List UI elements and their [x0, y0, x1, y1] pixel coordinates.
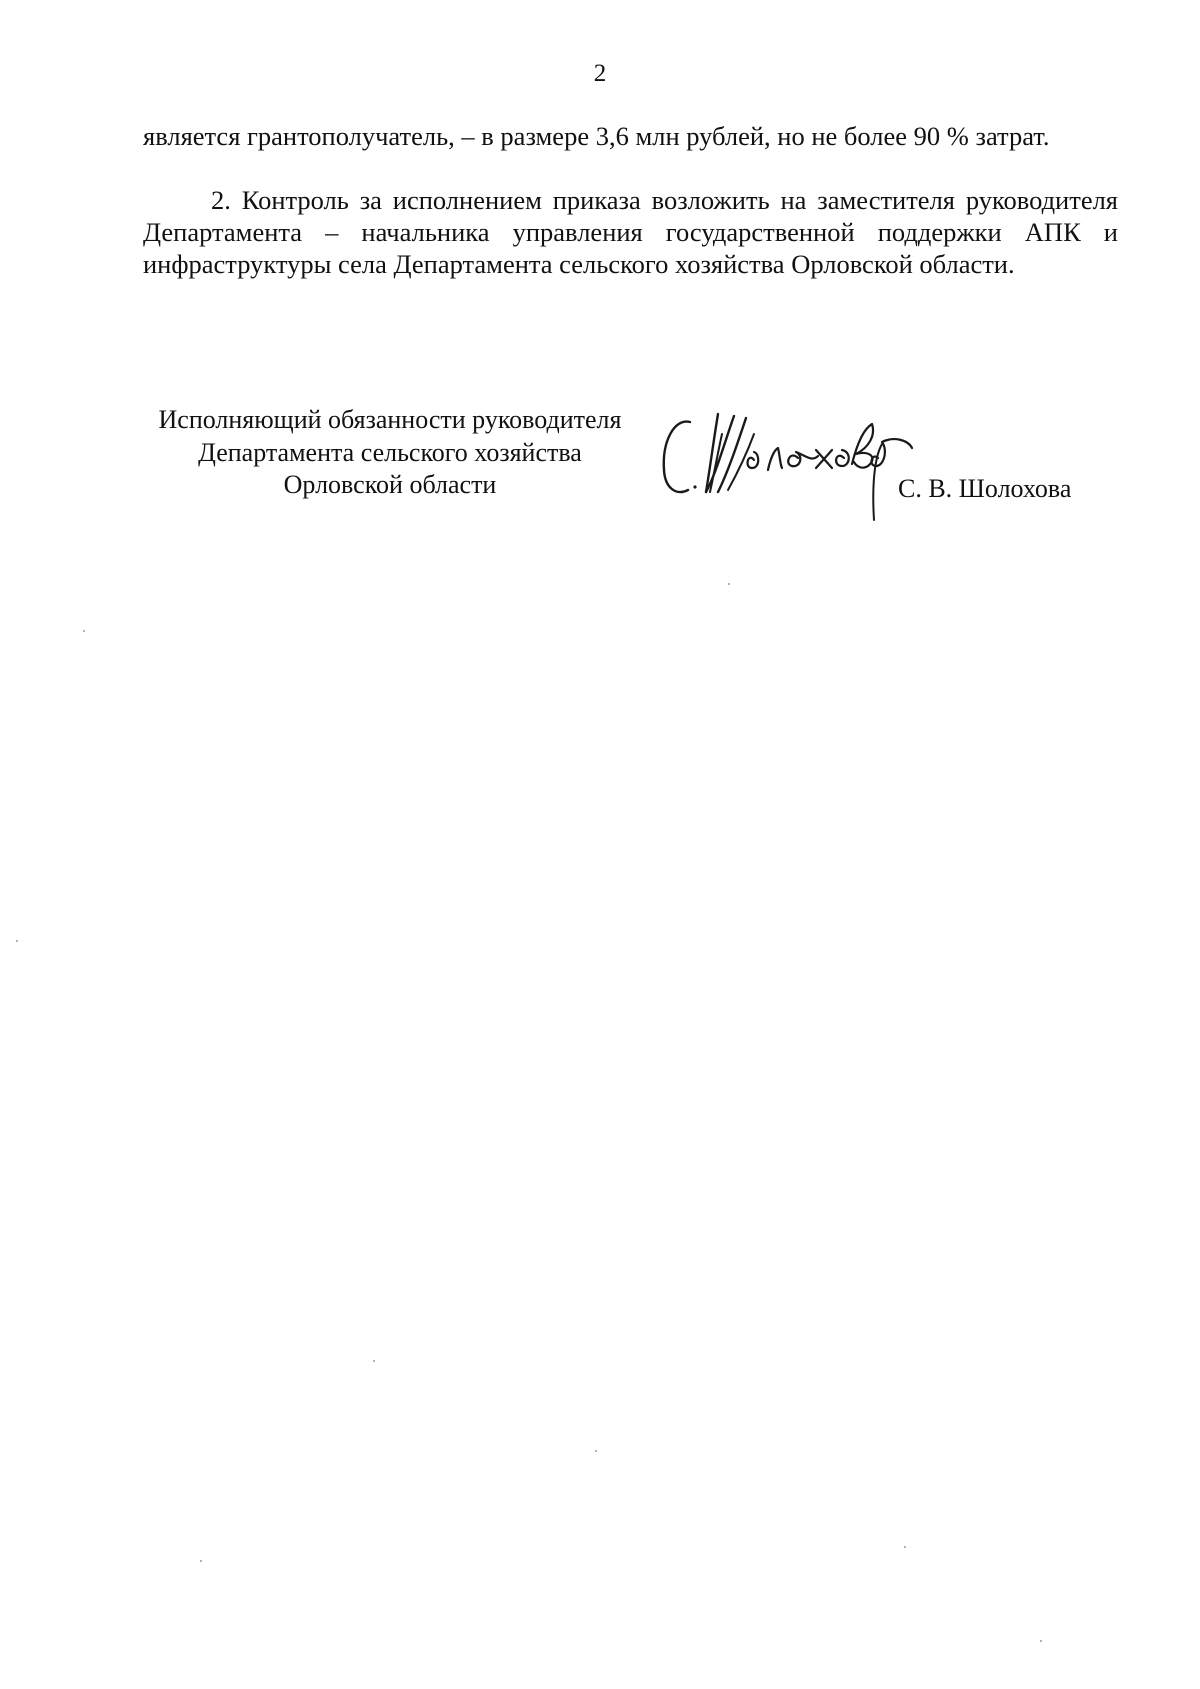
scan-speck	[904, 1546, 906, 1548]
scan-speck	[16, 940, 18, 942]
scan-speck	[200, 1560, 202, 1562]
paragraph-control-text: 2. Контроль за исполнением приказа возложить на заместителя руководителя Департамента – начальника управления государственной поддержки АПК и инфраструктуры села Департамента сельского хозяйства Орловской области.	[143, 185, 1118, 279]
position-line-2: Департамента сельского хозяйства	[198, 437, 582, 467]
paragraph-control-clause	[143, 184, 1118, 280]
scan-speck	[728, 583, 730, 585]
scan-speck	[1040, 1640, 1042, 1642]
position-line-3: Орловской области	[283, 470, 497, 499]
paragraph-continuation: является грантополучатель, – в размере 3,6 млн рублей, но не более 90 % затрат.	[143, 121, 1050, 151]
page-number: 2	[593, 60, 607, 87]
signer-name: С. В. Шолохова	[898, 474, 1072, 503]
signatory-position	[120, 404, 660, 502]
scan-speck	[595, 1450, 597, 1452]
scan-speck	[83, 630, 85, 632]
position-line-1: Исполняющий обязанности руководителя	[158, 405, 622, 434]
scan-speck	[373, 1360, 375, 1362]
handwritten-signature	[656, 408, 918, 526]
